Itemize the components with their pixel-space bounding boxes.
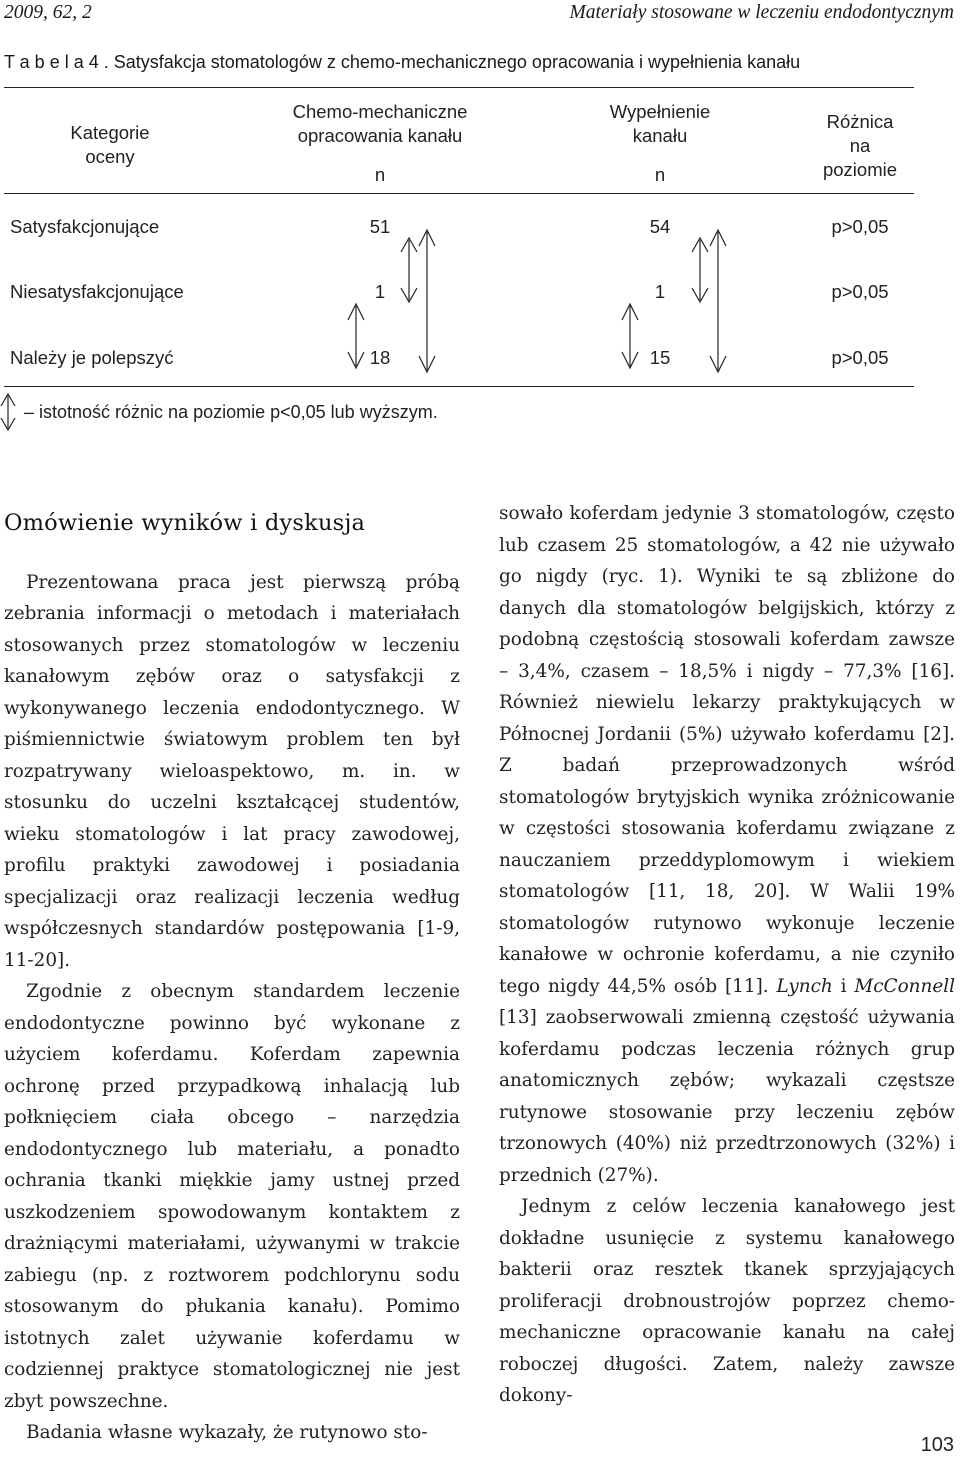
- arrow-chemo-1-18: [348, 304, 364, 368]
- row3-chemo: 18: [369, 347, 391, 368]
- left-column: [4, 498, 460, 1449]
- header-chemo-n: n: [374, 164, 386, 185]
- paragraph-2: Zgodnie z obecnym standardem leczenie endodontyczne powinno być wykonane z użyciem koferdamu. Koferdam zapewnia ochronę przed przypadkową inhalacją lub połknięciem ciała obcego – narzędzia endodontycznego lub materiału, a ponadto ochrania tkanki miękkie jamy ustnej przed uszkodzeniem spowodowanym kontaktem z drażniącymi materiałami, używanymi w trakcie zabiegu (np. z roztworem podchlorynu sodu stosowanym do płukania kanału). Pomimo istotnych zalet używanie koferdamu w codziennej praktyce stomatologicznej nie jest zbyt powszechne.: [4, 981, 460, 1412]
- significance-arrows: [0, 0, 960, 450]
- page-number: 103: [920, 1434, 954, 1456]
- paragraph-3: Badania własne wykazały, że rutynowo sto-: [26, 1422, 428, 1443]
- row1-chemo: 51: [369, 216, 391, 237]
- row3-fill: 15: [649, 347, 671, 368]
- paragraph-4-text-b: [13] zaobserwowali zmienną częstość używania koferdamu podczas leczenia różnych grup anatomicznych zębów; wykazali częstsze rutynowe stosowanie przy leczeniu zębów trzonowych (40%) niż przedtrzonowych (32%) i przednich (27%).: [499, 1007, 955, 1186]
- paragraph-4-text-a: sowało koferdam jedynie 3 stomatologów, często lub czasem 25 stomatologów, a 42 nie używało go nigdy (ryc. 1). Wyniki te są zbliżone do danych dla stomatologów belgijskich, którzy z podobną częstością stosowali koferdam zawsze – 3,4%, czasem – 18,5% i nigdy – 77,3% [16]. Również niewielu lekarzy praktykujących w Północnej Jordanii (5%) używało koferdamu [2]. Z badań przeprowadzonych wśród stomatologów brytyjskich wynika zróżnicowanie w częstości stosowania koferdamu związane z nauczaniem przeddyplomowym i wiekiem stomatologów [11, 18, 20]. W Walii 19% stomatologów rutynowo wykonuje leczenie kanałowe w ochronie koferdamu, a nie czyniło tego nigdy 44,5% osób [11].: [499, 503, 955, 997]
- header-fill-line2: kanału: [632, 125, 688, 146]
- arrow-chemo-51-18: [419, 230, 435, 372]
- article-short-title: Materiały stosowane w leczeniu endodontycznym: [569, 2, 954, 23]
- row2-chemo: 1: [374, 281, 386, 302]
- header-category-line1: Kategorie: [70, 122, 150, 143]
- row2-fill: 1: [654, 281, 666, 302]
- table-legend: – istotność różnic na poziomie p<0,05 lub wyższym.: [24, 402, 438, 422]
- row2-diff: p>0,05: [831, 281, 889, 302]
- section-heading: Omówienie wyników i dyskusja: [4, 510, 366, 536]
- paragraph-4-conj: i: [832, 975, 855, 997]
- header-diff-line2: na: [849, 135, 871, 156]
- row1-diff: p>0,05: [831, 216, 889, 237]
- right-column: [499, 498, 955, 1412]
- header-diff-line3: poziomie: [822, 159, 898, 180]
- row3-diff: p>0,05: [831, 347, 889, 368]
- header-chemo-line2: opracowania kanału: [297, 125, 463, 146]
- paragraph-4: [499, 498, 955, 1191]
- author-mcconnell: McConnell: [854, 975, 955, 997]
- row1-fill: 54: [649, 216, 671, 237]
- header-diff-line1: Różnica: [826, 111, 894, 132]
- header-category-line2: oceny: [85, 146, 135, 167]
- paragraph-5: Jednym z celów leczenia kanałowego jest dokładne usunięcie z systemu kanałowego bakterii oraz resztek tkanek sprzyjających proliferacji drobnoustrojów poprzez chemo-mechaniczne opracowanie kanału na całej roboczej długości. Zatem, należy zawsze dokony-: [499, 1196, 955, 1406]
- header-chemo-line1: Chemo-mechaniczne: [292, 101, 468, 122]
- row2-label: Niesatysfakcjonujące: [10, 281, 184, 302]
- arrow-fill-54-1: [692, 238, 708, 302]
- arrow-fill-54-15: [710, 230, 726, 372]
- author-lynch: Lynch: [776, 975, 833, 997]
- paragraph-1: Prezentowana praca jest pierwszą próbą zebrania informacji o metodach i materiałach stosowanych przez stomatologów w leczeniu kanałowym zębów oraz o satysfakcji z wykonywanego leczenia endodontycznego. W piśmiennictwie światowym problem ten był rozpatrywany wieloaspektowo, m. in. w stosunku do uczelni kształcącej studentów, wieku stomatologów i lat pracy zawodowej, profilu praktyki zawodowej i posiadania specjalizacji oraz realizacji leczenia według współczesnych standardów postępowania [1-9, 11-20].: [4, 571, 460, 971]
- header-fill-n: n: [654, 164, 666, 185]
- legend-arrow-icon: [1, 394, 15, 430]
- arrow-chemo-51-1: [401, 238, 417, 302]
- table-caption: T a b e l a 4 . Satysfakcja stomatologów z chemo-mechanicznego opracowania i wypełnienia kanału: [4, 52, 801, 72]
- arrow-fill-1-15: [622, 304, 638, 368]
- row1-label: Satysfakcjonujące: [10, 216, 160, 237]
- row3-label: Należy je polepszyć: [10, 347, 174, 368]
- header-fill-line1: Wypełnienie: [609, 101, 711, 122]
- journal-issue: 2009, 62, 2: [4, 2, 92, 23]
